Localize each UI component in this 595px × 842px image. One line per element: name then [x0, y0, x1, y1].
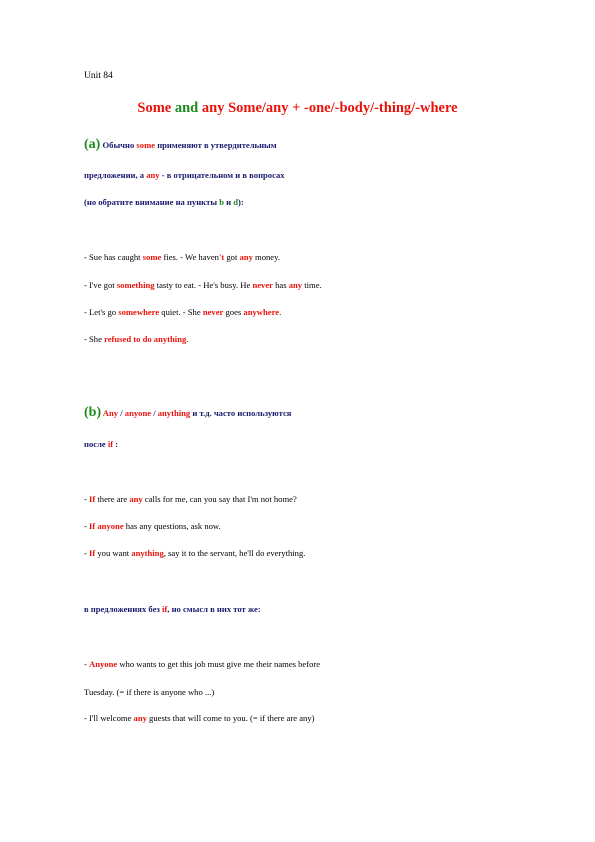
text: - She	[84, 334, 105, 344]
keyword: anything	[157, 408, 191, 418]
keyword: If	[89, 494, 96, 504]
text: -	[84, 548, 90, 558]
keyword: anything	[131, 548, 164, 558]
text: guests that will come to you. (= if there are any)	[146, 713, 315, 723]
text: - I'll welcome	[84, 713, 134, 723]
section-a-example-3	[84, 308, 281, 317]
text: -	[84, 521, 90, 531]
section-a-line-2	[84, 171, 285, 180]
section-b-line-1	[84, 406, 291, 420]
section-b-example-2	[84, 522, 221, 531]
title-some: Some	[137, 100, 175, 116]
keyword: any	[133, 713, 147, 723]
keyword: anyone	[124, 408, 152, 418]
text: quiet. - She	[159, 307, 203, 317]
text: после	[84, 439, 108, 449]
section-a-example-1	[84, 253, 280, 262]
text: - Sue has caught	[84, 252, 143, 262]
keyword: 't	[218, 252, 225, 262]
section-b-example-3	[84, 549, 305, 558]
keyword: Any	[101, 408, 119, 418]
keyword: if	[162, 604, 168, 614]
text: calls for me, can you say that I'm not home?	[142, 494, 297, 504]
text: применяют в утвердительным	[155, 140, 277, 150]
text: , но смысл в них тот же:	[167, 604, 261, 614]
text: - Let's go	[84, 307, 119, 317]
section-b-example-4	[84, 660, 320, 669]
keyword: something	[116, 280, 155, 290]
text: time.	[302, 280, 322, 290]
text: Tuesday. (= if there is anyone who ...)	[84, 687, 215, 697]
keyword: some	[142, 252, 162, 262]
title-suffixes: + -one/-body/-thing/-where	[288, 100, 458, 116]
keyword: any	[239, 252, 253, 262]
keyword: any	[288, 280, 303, 290]
text: goes	[223, 307, 244, 317]
text: /	[118, 408, 125, 418]
keyword: some	[136, 140, 156, 150]
text: has	[272, 280, 289, 290]
text: - I've got	[84, 280, 117, 290]
section-b-example-6	[84, 714, 315, 723]
keyword: any	[146, 170, 160, 180]
text: money.	[252, 252, 281, 262]
text: has any questions, ask now.	[123, 521, 221, 531]
text: who wants to get this job must give me their names before	[117, 659, 321, 669]
section-b-example-5	[84, 688, 214, 697]
keyword: If	[89, 548, 96, 558]
text: - в отрицательном и в вопросах	[159, 170, 285, 180]
text: в предложениях без	[84, 604, 163, 614]
section-a-example-4	[84, 335, 188, 344]
text: got	[224, 252, 240, 262]
section-b-line-2	[84, 440, 118, 449]
text: и т.д. часто используются	[190, 408, 292, 418]
keyword: never	[202, 307, 224, 317]
keyword: d	[233, 197, 239, 207]
section-a-example-2	[84, 281, 322, 290]
text: /	[151, 408, 158, 418]
text: :	[113, 439, 119, 449]
section-a-line-1	[84, 138, 277, 152]
text: -	[84, 494, 90, 504]
section-b-marker: (b)	[84, 405, 102, 420]
keyword: anywhere	[243, 307, 280, 317]
text: -	[84, 659, 90, 669]
section-a-marker: (a)	[84, 137, 101, 152]
section-b-example-1	[84, 495, 297, 504]
text: there are	[95, 494, 130, 504]
keyword: Anyone	[89, 659, 118, 669]
keyword: If anyone	[89, 521, 124, 531]
text: .	[279, 307, 282, 317]
unit-label: Unit 84	[84, 71, 113, 81]
title-any-some: any Some/	[198, 100, 266, 116]
keyword: refused to do anything	[104, 334, 187, 344]
text: Обычно	[100, 140, 137, 150]
keyword: b	[219, 197, 224, 207]
keyword: if	[107, 439, 114, 449]
text: , say it to the servant, he'll do everything.	[163, 548, 306, 558]
section-a-line-3	[84, 198, 244, 207]
title-and: and	[174, 100, 199, 116]
section-b-line-3	[84, 605, 261, 614]
text: предложении, а	[84, 170, 147, 180]
text: you want	[95, 548, 132, 558]
text: ):	[238, 197, 244, 207]
keyword: never	[252, 280, 273, 290]
text: tasty to eat. - He's busy. He	[154, 280, 253, 290]
text: (но обратите внимание на пункты	[84, 197, 220, 207]
text: fies. - We haven	[161, 252, 219, 262]
page-title	[0, 101, 595, 116]
keyword: somewhere	[118, 307, 160, 317]
text: и	[223, 197, 234, 207]
keyword: any	[129, 494, 143, 504]
text: .	[186, 334, 189, 344]
title-any: any	[265, 100, 289, 116]
